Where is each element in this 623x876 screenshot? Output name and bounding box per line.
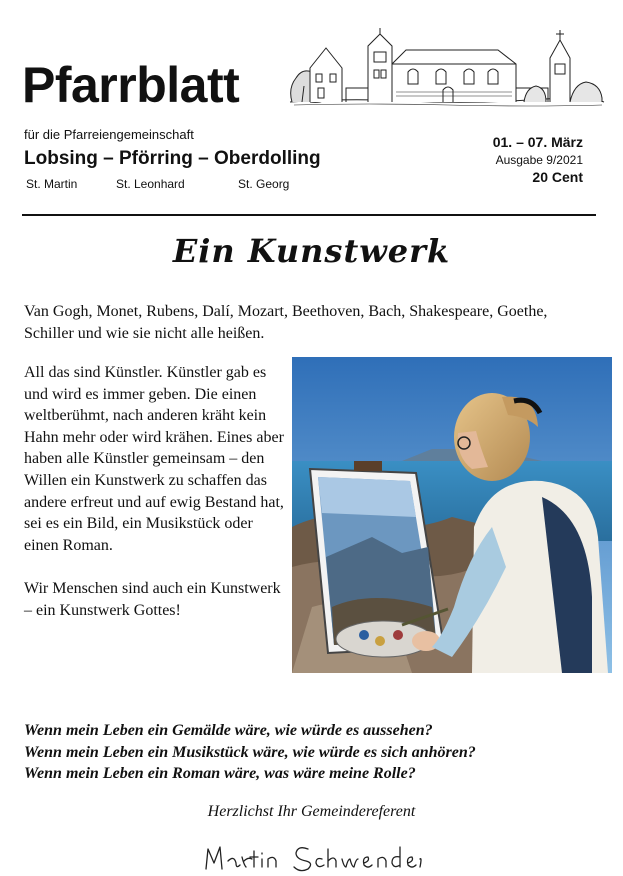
issue-info <box>493 133 583 187</box>
question: Wenn mein Leben ein Roman wäre, was wäre meine Rolle? <box>24 765 416 783</box>
issue-number: Ausgabe 9/2021 <box>495 152 583 167</box>
question: Wenn mein Leben ein Gemälde wäre, wie würde es aussehen? <box>24 722 433 739</box>
handwritten-signature <box>198 835 422 875</box>
parish-names: Lobsing – Pförring – Oberdolling <box>24 148 321 169</box>
header-divider <box>22 214 596 216</box>
question: Wenn mein Leben ein Musikstück wäre, wie würde es sich anhören? <box>24 743 476 761</box>
painter-photo <box>292 357 612 673</box>
issue-price: 20 Cent <box>532 169 583 186</box>
reflection-questions <box>24 720 476 785</box>
subtitle: für die Pfarreiengemeinschaft <box>24 127 194 142</box>
church-drawing <box>288 28 606 108</box>
saint-label: St. Leonhard <box>116 177 185 191</box>
article-title: Ein Kunstwerk <box>172 232 451 270</box>
saint-label: St. Georg <box>238 177 290 191</box>
article-body <box>24 362 289 643</box>
issue-dates: 01. – 07. März <box>492 134 583 150</box>
saint-label: St. Martin <box>26 177 78 191</box>
intro-paragraph: Van Gogh, Monet, Rubens, Dalí, Mozart, Beethoven, Bach, Shakespeare, Goethe, Schiller und wie sie nicht alle heißen. <box>24 303 548 342</box>
closing-line: Herzlichst Ihr Gemeindereferent <box>207 803 416 820</box>
paragraph: Wir Menschen sind auch ein Kunstwerk – ein Kunstwerk Gottes! <box>24 579 281 619</box>
masthead-title: Pfarrblatt <box>22 57 240 113</box>
paragraph: All das sind Künstler. Künstler gab es und wird es immer geben. Die einen weltberühmt, nach anderen kräht kein Hahn mehr oder wird krähen. Eines aber haben alle Künstler gemeinsam – den Willen ein Kunstwerk zu schaffen das andere erfreut und auf ewig Bestand hat, sei es ein Bild, ein Musikstück oder einen Roman. <box>24 364 284 554</box>
